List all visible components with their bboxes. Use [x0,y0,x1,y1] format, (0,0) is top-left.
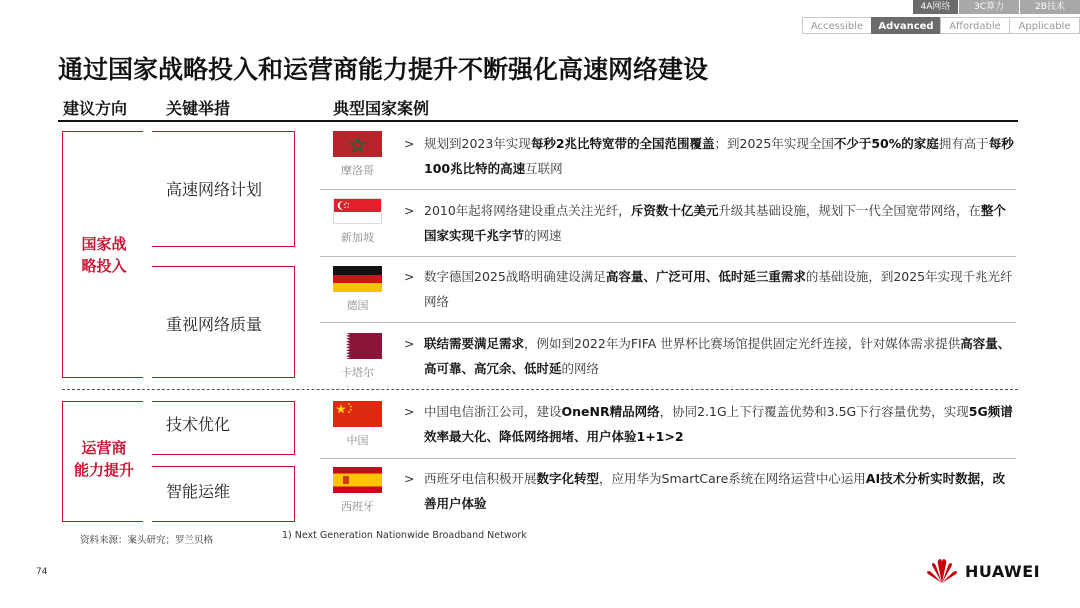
bullet-arrow: > [404,136,415,151]
country-label: 新加坡 [341,231,374,244]
country-label: 中国 [346,434,369,447]
row-divider [320,322,1016,323]
country-label: 德国 [346,299,369,312]
case-segment: 2010年起将网络建设重点关注光纤， [424,203,631,218]
case-content [424,131,1016,181]
page-number: 74 [36,567,48,577]
row-divider [320,256,1016,257]
category-label-line: 略投入 [81,257,127,275]
case-content [424,264,1016,314]
case-segment: ，例如到2022年为FIFA 世界杯比赛场馆提供固定光纤连接，针对媒体需求提供 [524,336,961,351]
category-label-line: 运营商 [81,439,127,457]
morocco-flag-icon [333,131,382,157]
case-highlight: 数字化转型 [536,471,600,486]
qatar-flag-icon [333,333,382,359]
germany-flag-icon [333,266,382,292]
bullet-arrow: > [404,203,415,218]
case-segment: ，协同2.1G上下行覆盖优势和3.5G下行容量优势，实现 [659,404,969,419]
case-content [424,331,1016,381]
case-segment: 升级其基础设施，规划下一代全国宽带网络，在 [718,203,981,218]
tab-affordable[interactable]: Affordable [940,17,1010,34]
header-rule [58,120,1018,122]
china-flag-icon [333,401,382,427]
category-label-line: 国家战 [81,235,127,253]
nav-tab-3c[interactable]: 3C算力 [959,0,1019,14]
bullet-arrow: > [404,269,415,284]
section-divider [62,389,1018,390]
row-divider [320,458,1016,459]
case-text [404,264,1016,314]
case-segment: 互联网 [525,161,563,176]
case-text [404,131,1016,181]
bullet-arrow: > [404,471,415,486]
measure-smart-ops: 智能运维 [166,482,231,501]
case-content [424,198,1016,248]
brand-name: HUAWEI [965,562,1041,581]
case-segment: 的网速 [524,228,562,243]
huawei-logo [925,558,1050,584]
case-text [404,331,1016,381]
case-segment: 的基础设施，到2025年实现千兆光纤网络 [424,269,1013,309]
nav-tab-4a[interactable]: 4A网络 [913,0,958,14]
case-highlight: 斥资数十亿美元 [630,203,719,218]
case-highlight: 高容量、高可靠、高冗余、低时延 [424,336,1011,376]
case-highlight: 每秒2兆比特宽带的全国范围覆盖 [530,136,715,151]
case-highlight: 不少于50%的家庭 [833,136,939,151]
footnote: 1) Next Generation Nationwide Broadband Network [282,530,527,541]
country-label: 卡塔尔 [341,366,374,379]
nav-tab-2b[interactable]: 2B技术 [1020,0,1080,14]
case-highlight: 联结需要满足需求 [424,336,525,351]
category-label-line: 能力提升 [73,461,134,479]
case-text [404,466,1016,516]
case-highlight: 5G频谱效率最大化、降低网络拥堵、用户体验1+1>2 [424,404,1013,444]
case-segment: 的网络 [561,361,600,376]
country-label: 摩洛哥 [341,164,374,177]
measure-high-speed-plan: 高速网络计划 [166,180,263,199]
case-segment: 规划到2023年实现 [424,136,531,151]
case-segment: 中国电信浙江公司，建设 [424,404,562,419]
bullet-arrow: > [404,336,415,351]
case-segment: 拥有高于 [938,136,989,151]
tab-accessible[interactable]: Accessible [802,17,872,34]
case-segment: 西班牙电信积极开展 [424,471,537,486]
header-direction: 建议方向 [63,99,128,118]
category-national-strategy [64,233,144,277]
case-highlight: OneNR精品网络 [561,404,660,419]
measure-network-quality: 重视网络质量 [166,315,263,334]
bullet-arrow: > [404,404,415,419]
case-text [404,399,1016,449]
source-note: 资料来源：案头研究；罗兰贝格 [80,535,214,546]
case-highlight: AI技术分析实时数据，改善用户体验 [424,471,1006,511]
row-divider [320,189,1016,190]
country-label: 西班牙 [341,500,374,513]
case-highlight: 高容量、广泛可用、低时延三重需求 [605,269,806,284]
spain-flag-icon [333,467,382,493]
header-measures: 关键举措 [166,99,231,118]
huawei-logo-icon [925,558,959,584]
category-operator-capability [64,437,144,481]
singapore-flag-icon [333,198,382,224]
case-segment: ；到2025年实现全国 [714,136,834,151]
measure-tech-optimization: 技术优化 [166,415,231,434]
case-text [404,198,1016,248]
tab-advanced[interactable]: Advanced [871,17,941,34]
case-segment: ，应用华为SmartCare系统在网络运营中心运用 [599,471,866,486]
case-content [424,399,1016,449]
case-highlight: 每秒100兆比特的高速 [424,136,1014,176]
header-cases: 典型国家案例 [333,99,430,118]
case-content [424,466,1016,516]
case-segment: 数字德国2025战略明确建设满足 [424,269,606,284]
case-highlight: 整个国家实现千兆字节 [424,203,1006,243]
page-title: 通过国家战略投入和运营商能力提升不断强化高速网络建设 [58,55,709,84]
tab-applicable[interactable]: Applicable [1009,17,1080,34]
